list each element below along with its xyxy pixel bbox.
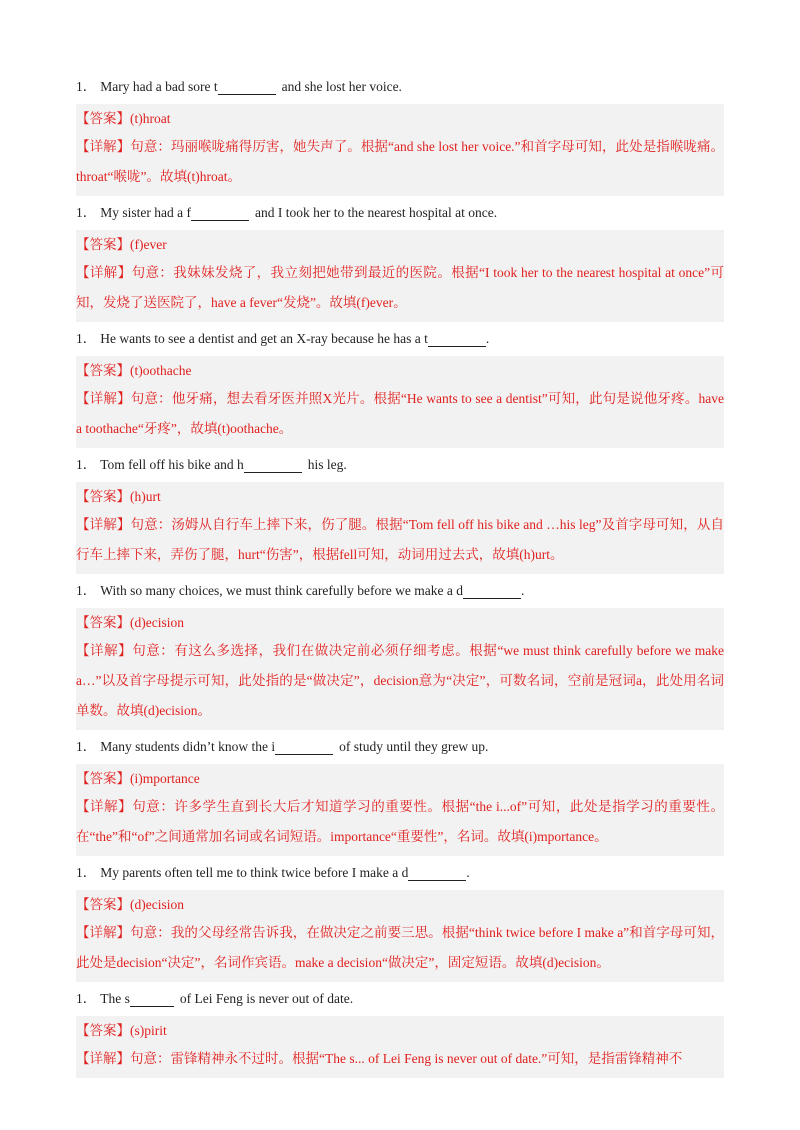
solution-block [76, 608, 724, 730]
explanation [76, 384, 724, 444]
question-text-after: of Lei Feng is never out of date. [179, 991, 354, 1006]
solution-block [76, 764, 724, 856]
question-line [76, 200, 724, 226]
question-number: 1． [76, 79, 97, 94]
answer-tag: 【答案】 [76, 615, 130, 630]
explanation-tag: 【详解】 [76, 391, 131, 406]
explanation [76, 258, 724, 318]
solution-block [76, 230, 724, 322]
explanation-tag: 【详解】 [76, 265, 132, 280]
solution-block [76, 1016, 724, 1078]
explanation-tag: 【详解】 [76, 925, 131, 940]
solution-block [76, 482, 724, 574]
question-text-after: and she lost her voice. [281, 79, 402, 94]
answer-text: (t)oothache [130, 363, 192, 378]
explanation [76, 1044, 724, 1074]
question-text-after: of study until they grew up. [339, 739, 489, 754]
solution-block [76, 890, 724, 982]
answer-line [76, 1018, 724, 1044]
explanation-text: 句意：我的父母经常告诉我，在做决定之前要三思。根据“think twice before I make a”和首字母可知，此处是decision“决定”，名词作宾语。make a decision“做决定”，固定短语。故填(d)ecision。 [76, 925, 725, 970]
answer-line [76, 106, 724, 132]
question-line [76, 860, 724, 886]
answer-text: (s)pirit [130, 1023, 167, 1038]
question-text-before: Many students didn’t know the i [100, 739, 276, 754]
answer-blank [275, 738, 333, 755]
explanation-tag: 【详解】 [76, 139, 131, 154]
question-line [76, 326, 724, 352]
answer-blank [218, 78, 276, 95]
question-line [76, 578, 724, 604]
explanation-text: 句意：有这么多选择，我们在做决定前必须仔细考虑。根据“we must think carefully before we make a…”以及首字母提示可知，此处指的是“做决定”，decision意为“决定”，可数名词，空前是冠词a，此处用名词单数。故填(d)ecision。 [76, 643, 724, 718]
explanation-text: 句意：玛丽喉咙痛得厉害，她失声了。根据“and she lost her voice.”和首字母可知，此处是指喉咙痛。throat“喉咙”。故填(t)hroat。 [76, 139, 725, 184]
answer-line [76, 892, 724, 918]
answer-blank [244, 456, 302, 473]
explanation-tag: 【详解】 [76, 1051, 130, 1066]
question-text-after: his leg. [307, 457, 347, 472]
explanation [76, 918, 724, 978]
answer-tag: 【答案】 [76, 363, 130, 378]
explanation [76, 792, 724, 852]
answer-text: (d)ecision [130, 897, 184, 912]
question-number: 1． [76, 457, 97, 472]
answer-line [76, 358, 724, 384]
answer-blank [428, 330, 486, 347]
explanation-tag: 【详解】 [76, 799, 133, 814]
answer-blank [408, 864, 466, 881]
explanation [76, 132, 724, 192]
question-text-before: Mary had a bad sore t [100, 79, 218, 94]
question-line [76, 986, 724, 1012]
question-text-before: Tom fell off his bike and h [100, 457, 244, 472]
exercise-item [76, 200, 724, 322]
solution-block [76, 356, 724, 448]
explanation [76, 510, 724, 570]
answer-line [76, 610, 724, 636]
question-text-before: He wants to see a dentist and get an X-ray because he has a t [100, 331, 428, 346]
explanation [76, 636, 724, 726]
answer-tag: 【答案】 [76, 237, 130, 252]
answer-line [76, 766, 724, 792]
exercise-item [76, 578, 724, 730]
explanation-tag: 【详解】 [76, 517, 131, 532]
answer-line [76, 484, 724, 510]
answer-tag: 【答案】 [76, 897, 130, 912]
question-number: 1． [76, 739, 97, 754]
question-text-after: . [520, 583, 525, 598]
answer-blank [130, 990, 174, 1007]
solution-block [76, 104, 724, 196]
question-number: 1． [76, 991, 97, 1006]
exercise-item [76, 986, 724, 1078]
explanation-text: 句意：他牙痛，想去看牙医并照X光片。根据“He wants to see a dentist”可知，此句是说他牙疼。have a toothache“牙疼”，故填(t)oothache。 [76, 391, 725, 436]
explanation-tag: 【详解】 [76, 643, 133, 658]
answer-text: (t)hroat [130, 111, 171, 126]
answer-tag: 【答案】 [76, 771, 130, 786]
answer-tag: 【答案】 [76, 1023, 130, 1038]
answer-tag: 【答案】 [76, 111, 130, 126]
explanation-text: 句意：雷锋精神永不过时。根据“The s... of Lei Feng is never out of date.”可知，是指雷锋精神不 [130, 1051, 683, 1066]
answer-line [76, 232, 724, 258]
question-number: 1． [76, 331, 97, 346]
exercise-item [76, 452, 724, 574]
answer-text: (f)ever [130, 237, 167, 252]
exercise-item [76, 326, 724, 448]
exercise-item [76, 734, 724, 856]
question-line [76, 734, 724, 760]
question-text-before: The s [100, 991, 130, 1006]
exercise-item [76, 860, 724, 982]
answer-blank [191, 204, 249, 221]
question-text-after: . [466, 865, 470, 880]
answer-text: (d)ecision [130, 615, 184, 630]
exercise-item [76, 74, 724, 196]
answer-blank [463, 582, 521, 599]
explanation-text: 句意：我妹妹发烧了，我立刻把她带到最近的医院。根据“I took her to the nearest hospital at once”可知，发烧了送医院了，have a fever“发烧”。故填(f)ever。 [76, 265, 724, 310]
explanation-text: 句意：许多学生直到长大后才知道学习的重要性。根据“the i...of”可知，此处是指学习的重要性。在“the”和“of”之间通常加名词或名词短语。importance“重要性”，名词。故填(i)mportance。 [76, 799, 724, 844]
question-text-before: My sister had a f [100, 205, 191, 220]
question-text-after: and I took her to the nearest hospital at once. [254, 205, 498, 220]
exercise-page [76, 74, 724, 1082]
answer-tag: 【答案】 [76, 489, 130, 504]
question-number: 1． [76, 865, 97, 880]
answer-text: (h)urt [130, 489, 161, 504]
answer-text: (i)mportance [130, 771, 200, 786]
question-text-after: . [485, 331, 490, 346]
question-text-before: My parents often tell me to think twice before I make a d [100, 865, 409, 880]
question-line [76, 74, 724, 100]
explanation-text: 句意：汤姆从自行车上摔下来，伤了腿。根据“Tom fell off his bike and …his leg”及首字母可知，从自行车上摔下来，弄伤了腿，hurt“伤害”，根据fell可知，动词用过去式，故填(h)urt。 [76, 517, 725, 562]
question-line [76, 452, 724, 478]
question-number: 1． [76, 583, 97, 598]
question-text-before: With so many choices, we must think carefully before we make a d [100, 583, 463, 598]
question-number: 1． [76, 205, 97, 220]
